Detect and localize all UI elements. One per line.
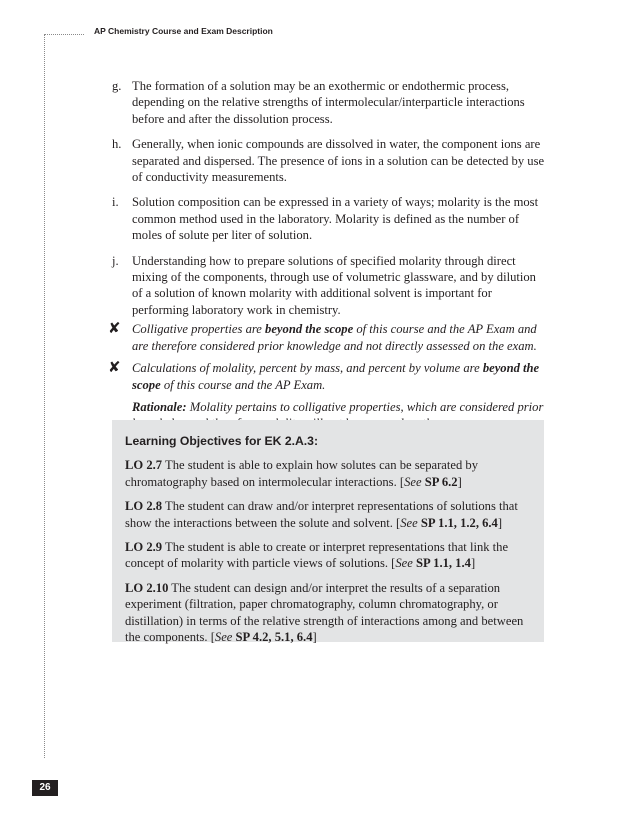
exclusion-statement-colligative: ✘ Colligative properties are beyond the scope of this course and the AP Exam and are therefore considered prior knowledge and not directly assessed on the exam. — [108, 319, 537, 353]
beyond-scope-emphasis: beyond the scope — [265, 322, 354, 337]
margin-dotted-rule — [44, 34, 45, 758]
learning-objective-2-10: LO 2.10 The student can design and/or interpret the results of a separation experiment (filtration, paper chromatography, column chromatography, or distillation) in terms of the relative strength of interactions among and between the components. [See SP 4.2, 5.1, 6.4] — [125, 580, 524, 645]
item-text: The formation of a solution may be an exothermic or endothermic process, depending on the relative strengths of intermolecular/interparticle interactions before and after the dissolution process. — [132, 79, 525, 126]
learning-objective-2-8: LO 2.8 The student can draw and/or interpret representations of solutions that show the interactions between the solute and solvent. [See SP 1.1, 1.2, 6.4] — [125, 499, 518, 530]
list-item-g — [112, 78, 548, 127]
page-number: 26 — [32, 780, 58, 796]
rationale-label: Rationale: — [132, 399, 187, 414]
learning-objective-2-9: LO 2.9 The student is able to create or interpret representations that link the concept of molarity with particle views of solutions. [See SP 1.1, 1.4] — [125, 540, 509, 571]
item-text: Solution composition can be expressed in a variety of ways; molarity is the most common method used in the laboratory. Molarity is defined as the number of moles of solute per liter of solution. — [132, 195, 539, 243]
item-label: i. — [112, 195, 119, 210]
learning-objectives-heading: Learning Objectives for EK 2.A.3: — [125, 434, 319, 448]
list-item-i — [112, 194, 548, 243]
exclusion-x-icon: ✘ — [108, 319, 121, 338]
science-practice-refs: SP 4.2, 5.1, 6.4 — [232, 630, 313, 645]
item-text: Understanding how to prepare solutions of specified molarity through direct mixing of the components, through use of volumetric glassware, and by dilution of a solution of known molarity with additional solvent is important for performing laboratory work in chemistry. — [132, 253, 536, 317]
essential-knowledge-list — [108, 78, 548, 432]
item-text: Generally, when ionic compounds are dissolved in water, the component ions are separated and dispersed. The presence of ions in a solution can be detected by use of conductivity measurements. — [132, 137, 545, 185]
objective-id: LO 2.8 — [125, 499, 163, 514]
list-item-h — [112, 136, 548, 185]
exclusion-x-icon: ✘ — [108, 358, 121, 377]
objective-id: LO 2.9 — [125, 540, 163, 555]
header-dotted-rule — [44, 34, 84, 35]
beyond-scope-emphasis: beyond the scope — [132, 361, 540, 392]
objective-id: LO 2.10 — [125, 580, 169, 595]
item-label: h. — [112, 137, 122, 152]
science-practice-refs: SP 6.2 — [421, 474, 458, 489]
objective-id: LO 2.7 — [125, 458, 163, 473]
running-header: AP Chemistry Course and Exam Description — [94, 26, 273, 36]
list-item-j — [112, 253, 548, 319]
item-label: j. — [112, 253, 119, 268]
exclusion-statement-molality: ✘ Calculations of molality, percent by mass, and percent by volume are beyond the scope of this course and the AP Exam. — [108, 358, 540, 392]
rationale-text: Molality pertains to colligative properties, which are considered prior — [189, 399, 544, 414]
science-practice-refs: SP 1.1, 1.4 — [412, 556, 471, 571]
learning-objective-2-7: LO 2.7 The student is able to explain how solutes can be separated by chromatography based on intermolecular interactions. [See SP 6.2] — [125, 458, 479, 489]
science-practice-refs: SP 1.1, 1.2, 6.4 — [417, 515, 498, 530]
item-label: g. — [112, 79, 122, 93]
learning-objectives-box — [112, 420, 544, 645]
